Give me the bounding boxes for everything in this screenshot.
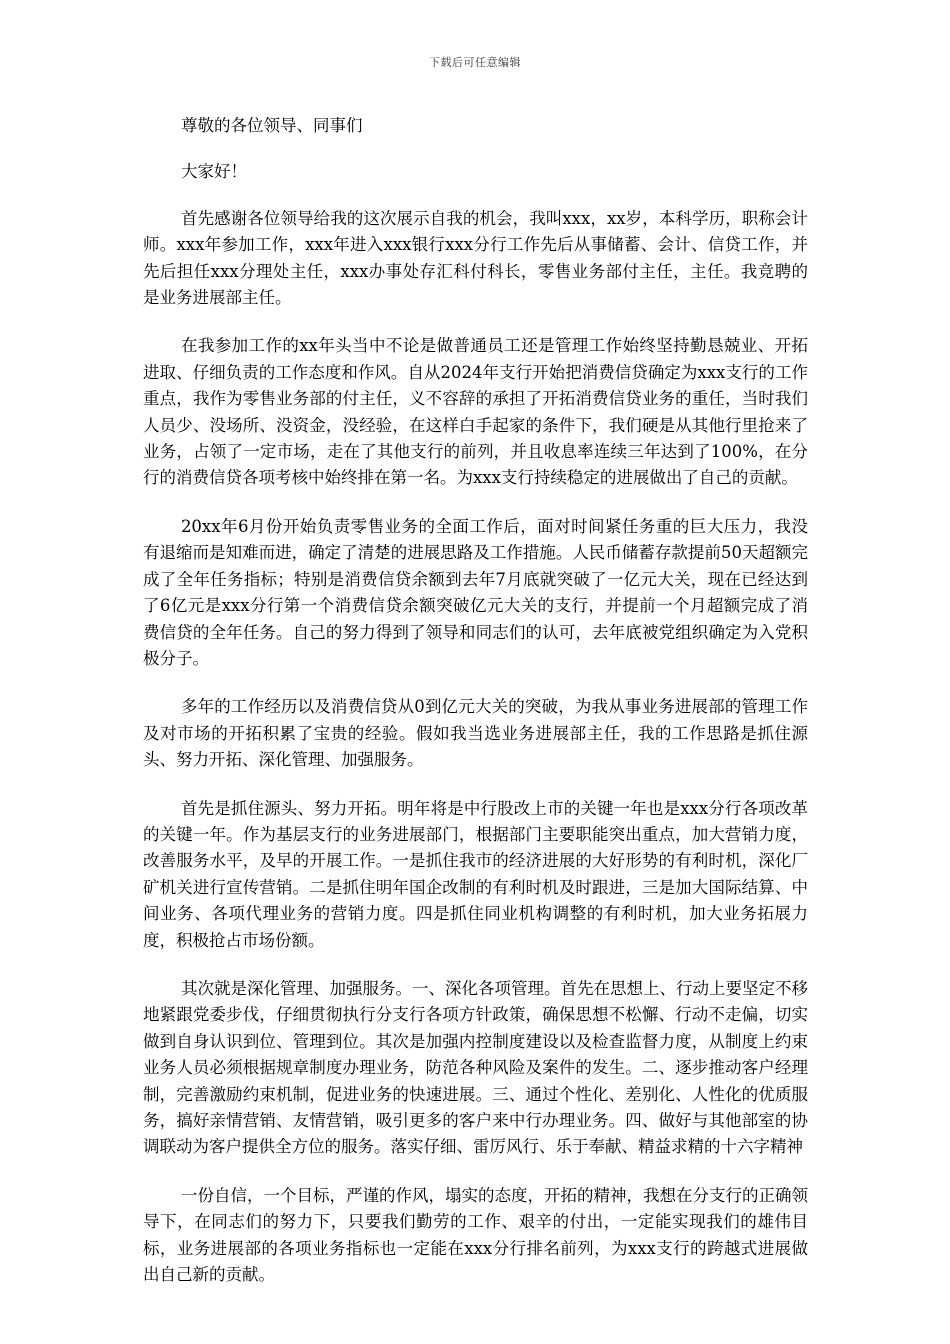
salutation: 尊敬的各位领导、同事们 bbox=[180, 116, 363, 135]
paragraph-intro: 首先感谢各位领导给我的这次展示自我的机会，我叫xxx，xx岁，本科学历，职称会计师。xxx年参加工作，xxx年进入xxx银行xxx分行工作先后从事储蓄、会计、信贷工作，并先后担任xxx分理处主任，xxx办事处存汇科付科长，零售业务部付主任，主任。我竞聘的是业务进展部主任。 bbox=[143, 208, 808, 308]
paragraph-experience: 在我参加工作的xx年头当中不论是做普通员工还是管理工作始终坚持勤恳兢业、开拓进取、仔细负责的工作态度和作风。自从2024年支行开始把消费信贷确定为xxx支行的工作重点，我作为零售业务部的付主任，义不容辞的承担了开拓消费信贷业务的重任，当时我们人员少、没场所、没资金，没经验，在这样白手起家的条件下，我们硬是从其他行里抢来了业务，占领了一定市场，走在了其他支行的前列，并且收息率连续三年达到了100%，在分行的消费信贷各项考核中始终排在第一名。为xxx支行持续稳定的进展做出了自己的贡献。 bbox=[143, 336, 808, 488]
paragraph-work-approach: 多年的工作经历以及消费信贷从0到亿元大关的突破，为我从事业务进展部的管理工作及对市场的开拓积累了宝贵的经验。假如我当选业务进展部主任，我的工作思路是抓住源头、努力开拓、深化管理、加强服务。 bbox=[143, 697, 808, 770]
paragraph-expansion: 首先是抓住源头、努力开拓。明年将是中行股改上市的关键一年也是xxx分行各项改革的关键一年。作为基层支行的业务进展部门，根据部门主要职能突出重点，加大营销力度，改善服务水平，及早的开展工作。一是抓住我市的经济进展的大好形势的有利时机，深化厂矿机关进行宣传营销。二是抓住明年国企改制的有利时机及时跟进，三是加大国际结算、中间业务、各项代理业务的营销力度。四是抓住同业机构调整的有利时机，加大业务拓展力度，积极抢占市场份额。 bbox=[143, 798, 808, 950]
paragraph-management: 其次就是深化管理、加强服务。一、深化各项管理。首先在思想上、行动上要坚定不移地紧跟党委步伐，仔细贯彻执行分支行各项方针政策，确保思想不松懈、行动不走偏，切实做到自身认识到位、管理到位。其次是加强内控制度建设以及检查监督力度，从制度上约束业务人员必须根据规章制度办理业务，防范各种风险及案件的发生。二、逐步推动客户经理制，完善激励约束机制，促进业务的快速进展。三、通过个性化、差别化、人性化的优质服务，搞好亲情营销、友情营销，吸引更多的客户来中行办理业务。四、做好与其他部室的协调联动为客户提供全方位的服务。落实仔细、雷厉风行、乐于奉献、精益求精的十六字精神 bbox=[143, 978, 808, 1157]
document-body bbox=[143, 113, 808, 1310]
page-header-note: 下载后可任意编辑 bbox=[429, 56, 521, 69]
paragraph-achievements: 20xx年6月份开始负责零售业务的全面工作后，面对时间紧任务重的巨大压力，我没有退缩而是知难而进，确定了清楚的进展思路及工作措施。人民币储蓄存款提前50天超额完成了全年任务指标；特别是消费信贷余额到去年7月底就突破了一亿元大关，现在已经达到了6亿元是xxx分行第一个消费信贷余额突破亿元大关的支行，并提前一个月超额完成了消费信贷的全年任务。自己的努力得到了领导和同志们的认可，去年底被党组织确定为入党积极分子。 bbox=[143, 516, 808, 668]
paragraph-conclusion: 一份自信，一个目标，严谨的作风，塌实的态度，开拓的精神，我想在分支行的正确领导下，在同志们的努力下，只要我们勤劳的工作、艰辛的付出，一定能实现我们的雄伟目标，业务进展部的各项业务指标也一定能在xxx分行排名前列，为xxx支行的跨越式进展做出自己新的贡献。 bbox=[143, 1185, 808, 1285]
greeting: 大家好！ bbox=[180, 162, 247, 182]
